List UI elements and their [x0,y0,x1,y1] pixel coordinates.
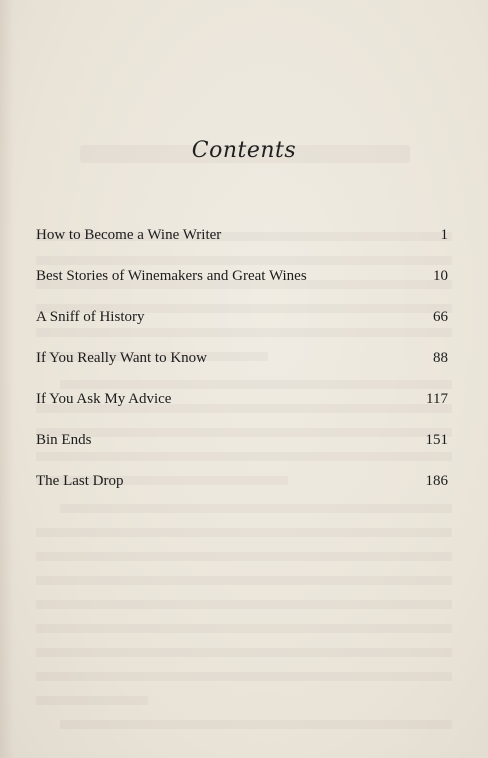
toc-entry-title: Best Stories of Winemakers and Great Wines [36,268,307,284]
toc-entry[interactable] [36,309,448,350]
toc-entry-title: Bin Ends [36,432,92,448]
contents-heading: Contents [191,138,297,163]
bleed-through-line [36,672,452,681]
bleed-through-line [36,696,148,705]
bleed-through-line [36,600,452,609]
toc-entry-title: How to Become a Wine Writer [36,227,222,243]
toc-entry[interactable] [36,350,448,391]
toc-entry-title: The Last Drop [36,473,124,489]
bleed-through-line [36,624,452,633]
toc-entry-page: 88 [433,350,448,366]
toc-entry[interactable] [36,391,448,432]
toc-entry[interactable] [36,432,448,473]
toc-entry-page: 1 [440,227,448,243]
toc-entry-page: 66 [433,309,448,325]
bleed-through-line [36,648,452,657]
bleed-through-line [60,720,452,729]
toc-entry[interactable] [36,227,448,268]
bleed-through-line [36,528,452,537]
bleed-through-line [36,552,452,561]
toc-entry-title: If You Ask My Advice [36,391,172,407]
table-of-contents [36,227,448,514]
toc-entry[interactable] [36,473,448,514]
toc-entry-title: If You Really Want to Know [36,350,208,366]
toc-entry-page: 117 [426,391,448,407]
toc-entry-page: 10 [433,268,448,284]
bleed-through-line [36,576,452,585]
toc-entry-page: 186 [425,473,448,489]
toc-entry-title: A Sniff of History [36,309,145,325]
toc-entry[interactable] [36,268,448,309]
toc-entry-page: 151 [425,432,448,448]
